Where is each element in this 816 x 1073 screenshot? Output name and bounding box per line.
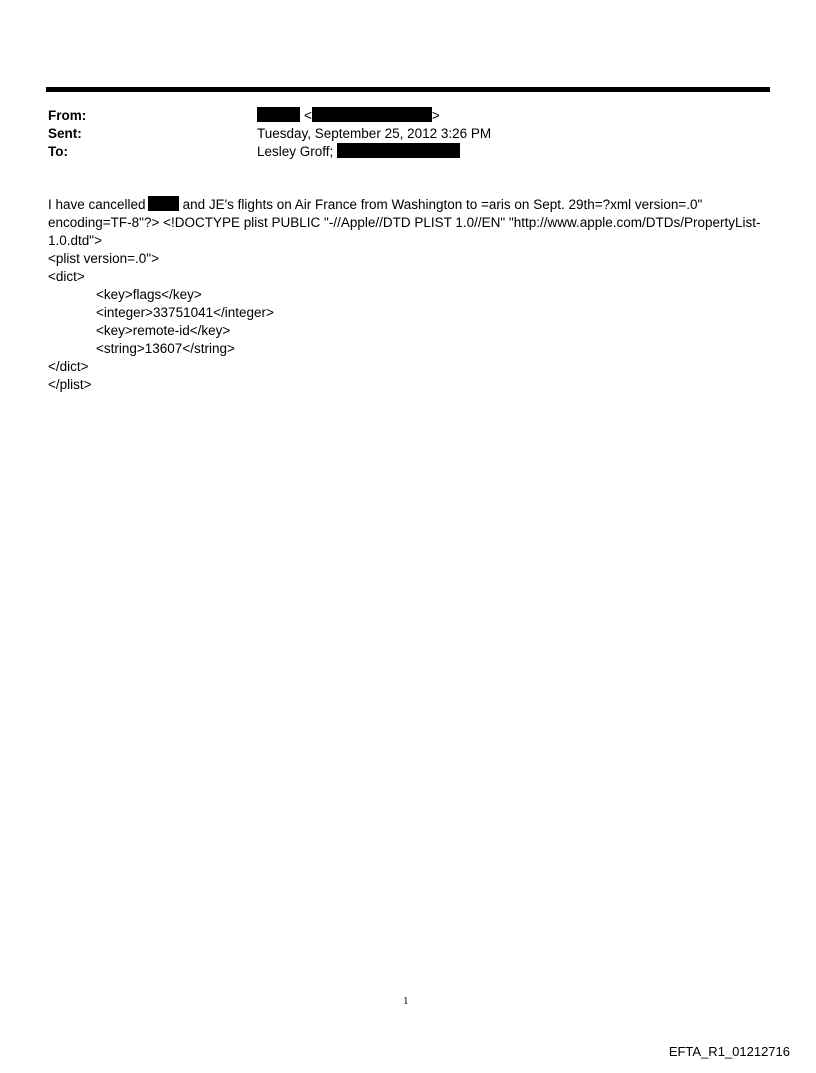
from-value [257,107,440,125]
redacted-sender-name [257,107,300,122]
body-line: </plist> [48,377,92,392]
email-header [48,107,748,161]
body-line-indented: <string>13607</string> [96,341,235,356]
redacted-passenger-name [148,196,179,211]
document-id: EFTA_R1_01212716 [668,1044,790,1059]
to-recipient: Lesley Groff; [257,144,334,159]
from-close-bracket: > [431,108,440,123]
body-line-indented: <integer>33751041</integer> [96,305,274,320]
header-rule [46,87,770,92]
body-line-1-end: and JE's flights on Air France from Washington to =aris on Sept. 29th=?xml version=.0" [182,197,703,212]
from-row [48,107,748,125]
body-line: </dict> [48,359,89,374]
sent-label: Sent: [48,126,82,141]
from-label: From: [48,108,87,123]
body-line-1 [48,196,768,214]
to-label: To: [48,144,68,159]
body-line-indented: <key>flags</key> [96,287,202,302]
body-line-1-start: I have cancelled [48,197,146,212]
to-row [48,143,748,161]
email-body [48,196,768,394]
to-value [257,143,460,161]
body-line-indented: <key>remote-id</key> [96,323,231,338]
page-number: 1 [403,995,409,1007]
from-open-bracket: < [304,108,312,123]
body-line: encoding=TF-8"?> <!DOCTYPE plist PUBLIC "-//Apple//DTD PLIST 1.0//EN" "http://www.apple.com/DTDs/PropertyList- [48,215,761,230]
sent-row [48,125,748,143]
redacted-sender-email [312,107,432,122]
body-line: <plist version=.0"> [48,251,159,266]
redacted-recipient [337,143,460,158]
body-line: <dict> [48,269,85,284]
sent-value: Tuesday, September 25, 2012 3:26 PM [257,126,492,141]
body-line: 1.0.dtd"> [48,233,102,248]
